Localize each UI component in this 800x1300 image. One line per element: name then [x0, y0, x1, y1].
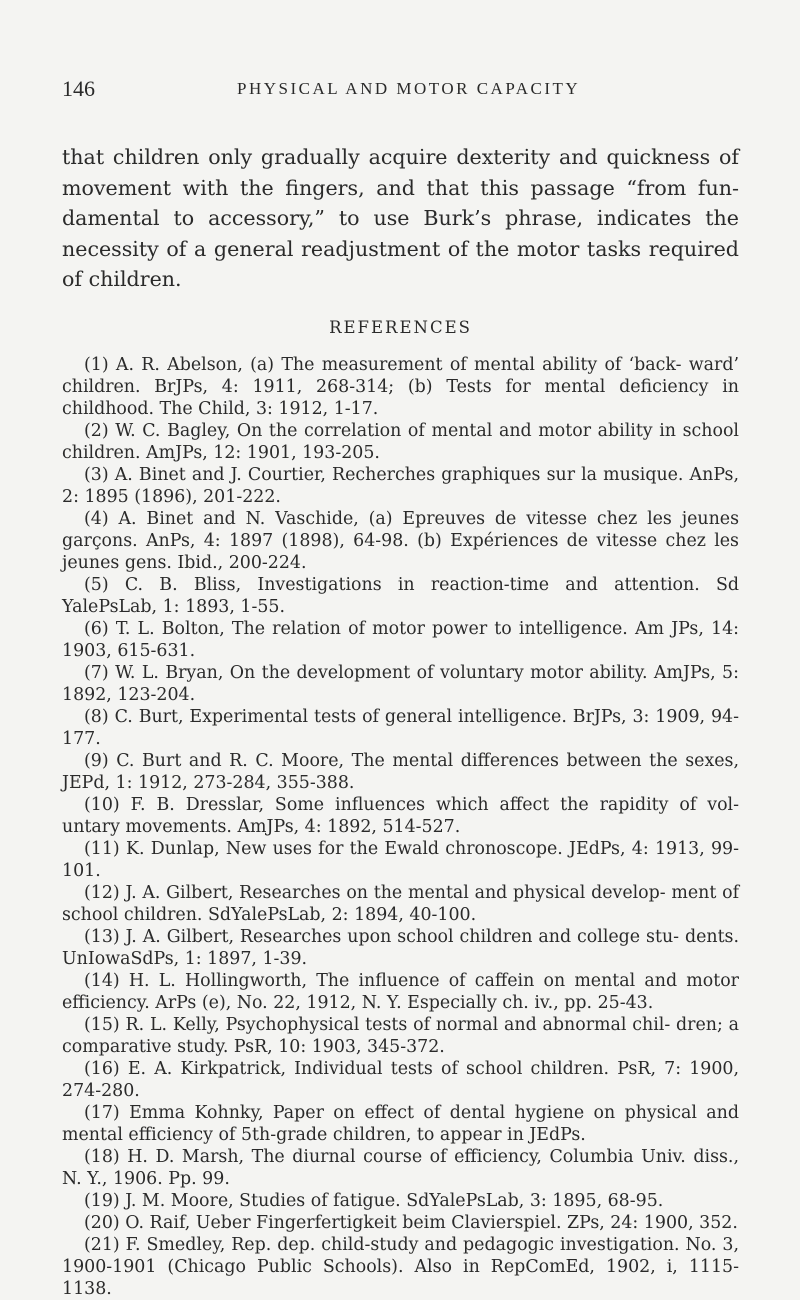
reference-number: (20): [84, 1213, 120, 1233]
page-number: 146: [62, 76, 95, 101]
reference-number: (3): [84, 465, 109, 485]
reference-number: (19): [84, 1191, 120, 1211]
references-heading: REFERENCES: [329, 318, 472, 337]
reference-item: [62, 882, 739, 926]
reference-item: [62, 464, 739, 508]
reference-number: (5): [84, 575, 109, 595]
reference-number: (9): [84, 751, 109, 771]
reference-text: O. Raif, Ueber Fingerfertigkeit beim Clavierspiel. ZPs, 24: 1900, 352.: [125, 1213, 738, 1233]
reference-text: H. L. Hollingworth, The influence of caffein on mental and motor efficiency. ArPs (e), No. 22, 1912, N. Y. Especially ch. iv., pp. 25-43.: [62, 971, 739, 1013]
reference-text: J. M. Moore, Studies of fatigue. SdYalePsLab, 3: 1895, 68-95.: [125, 1191, 664, 1211]
reference-text: F. B. Dresslar, Some influences which affect the rapidity of vol- untary movements. AmJPs, 4: 1892, 514-527.: [62, 795, 740, 837]
reference-text: R. L. Kelly, Psychophysical tests of normal and abnormal chil- dren; a comparative study. PsR, 10: 1903, 345-372.: [62, 1015, 740, 1057]
reference-text: J. A. Gilbert, Researches upon school children and college stu- dents. UnIowaSdPs, 1: 1897, 1-39.: [62, 927, 740, 969]
reference-text: J. A. Gilbert, Researches on the mental and physical develop- ment of school children. SdYalePsLab, 2: 1894, 40-100.: [62, 883, 740, 925]
reference-number: (12): [84, 883, 120, 903]
reference-item: [62, 354, 739, 420]
reference-item: [62, 1146, 739, 1190]
reference-text: E. A. Kirkpatrick, Individual tests of school children. PsR, 7: 1900, 274-280.: [62, 1059, 739, 1101]
reference-item: [62, 706, 739, 750]
reference-item: [62, 574, 739, 618]
body-paragraph: that children only gradually acquire dexterity and quickness of movement with the fingers, and that this passage “from fun- damental to accessory,” to use Burk’s phrase, indicates the necessity of a general readjustment of the motor tasks required of children.: [62, 145, 739, 292]
reference-number: (11): [84, 839, 120, 859]
references-list: [62, 354, 739, 1300]
running-head: PHYSICAL AND MOTOR CAPACITY: [237, 79, 581, 98]
reference-text: F. Smedley, Rep. dep. child-study and pedagogic investigation. No. 3, 1900-1901 (Chicago Public Schools). Also in RepComEd, 1902, i, 1115-1138.: [62, 1235, 739, 1299]
reference-number: (15): [84, 1015, 120, 1035]
reference-text: T. L. Bolton, The relation of motor power to intelligence. Am JPs, 14: 1903, 615-631.: [62, 619, 739, 661]
reference-item: [62, 970, 739, 1014]
references-section: [62, 318, 739, 1300]
reference-number: (2): [84, 421, 109, 441]
reference-text: H. D. Marsh, The diurnal course of efficiency, Columbia Univ. diss., N. Y., 1906. Pp. 99.: [62, 1147, 739, 1189]
reference-text: C. B. Bliss, Investigations in reaction-time and attention. Sd YalePsLab, 1: 1893, 1-55.: [62, 575, 740, 617]
reference-text: A. R. Abelson, (a) The measurement of mental ability of ‘back- ward’ children. BrJPs, 4: 1911, 268-314; (b) Tests for mental deficiency in childhood. The Child, 3: 1912, 1-17.: [62, 355, 739, 419]
reference-text: C. Burt and R. C. Moore, The mental differences between the sexes, JEPd, 1: 1912, 273-284, 355-388.: [62, 751, 739, 793]
page-header: [62, 76, 742, 106]
reference-item: [62, 794, 739, 838]
reference-item: [62, 508, 739, 574]
reference-item: [62, 662, 739, 706]
reference-number: (1): [84, 355, 109, 375]
reference-number: (18): [84, 1147, 120, 1167]
reference-text: C. Burt, Experimental tests of general intelligence. BrJPs, 3: 1909, 94-177.: [62, 707, 739, 749]
reference-item: [62, 618, 739, 662]
reference-text: Emma Kohnky, Paper on effect of dental hygiene on physical and mental efficiency of 5th-grade children, to appear in JEdPs.: [62, 1103, 739, 1145]
reference-item: [62, 1234, 739, 1300]
reference-item: [62, 420, 739, 464]
reference-text: W. L. Bryan, On the development of voluntary motor ability. AmJPs, 5: 1892, 123-204.: [62, 663, 739, 705]
reference-item: [62, 1102, 739, 1146]
reference-number: (8): [84, 707, 109, 727]
reference-text: W. C. Bagley, On the correlation of mental and motor ability in school children. AmJPs, 12: 1901, 193-205.: [62, 421, 739, 463]
reference-number: (10): [84, 795, 120, 815]
reference-number: (13): [84, 927, 120, 947]
reference-text: A. Binet and J. Courtier, Recherches graphiques sur la musique. AnPs, 2: 1895 (1896), 201-222.: [62, 465, 740, 507]
reference-item: [62, 1212, 739, 1234]
reference-item: [62, 1190, 739, 1212]
reference-text: A. Binet and N. Vaschide, (a) Epreuves de vitesse chez les jeunes garçons. AnPs, 4: 1897 (1898), 64-98. (b) Expériences de vitesse chez les jeunes gens. Ibid., 200-224.: [62, 509, 739, 573]
reference-number: (4): [84, 509, 109, 529]
reference-number: (16): [84, 1059, 120, 1079]
reference-number: (14): [84, 971, 120, 991]
reference-item: [62, 838, 739, 882]
reference-number: (7): [84, 663, 109, 683]
reference-number: (17): [84, 1103, 120, 1123]
reference-text: K. Dunlap, New uses for the Ewald chronoscope. JEdPs, 4: 1913, 99-101.: [62, 839, 739, 881]
reference-number: (21): [84, 1235, 120, 1255]
reference-item: [62, 1014, 739, 1058]
reference-item: [62, 926, 739, 970]
reference-item: [62, 750, 739, 794]
reference-number: (6): [84, 619, 109, 639]
reference-item: [62, 1058, 739, 1102]
